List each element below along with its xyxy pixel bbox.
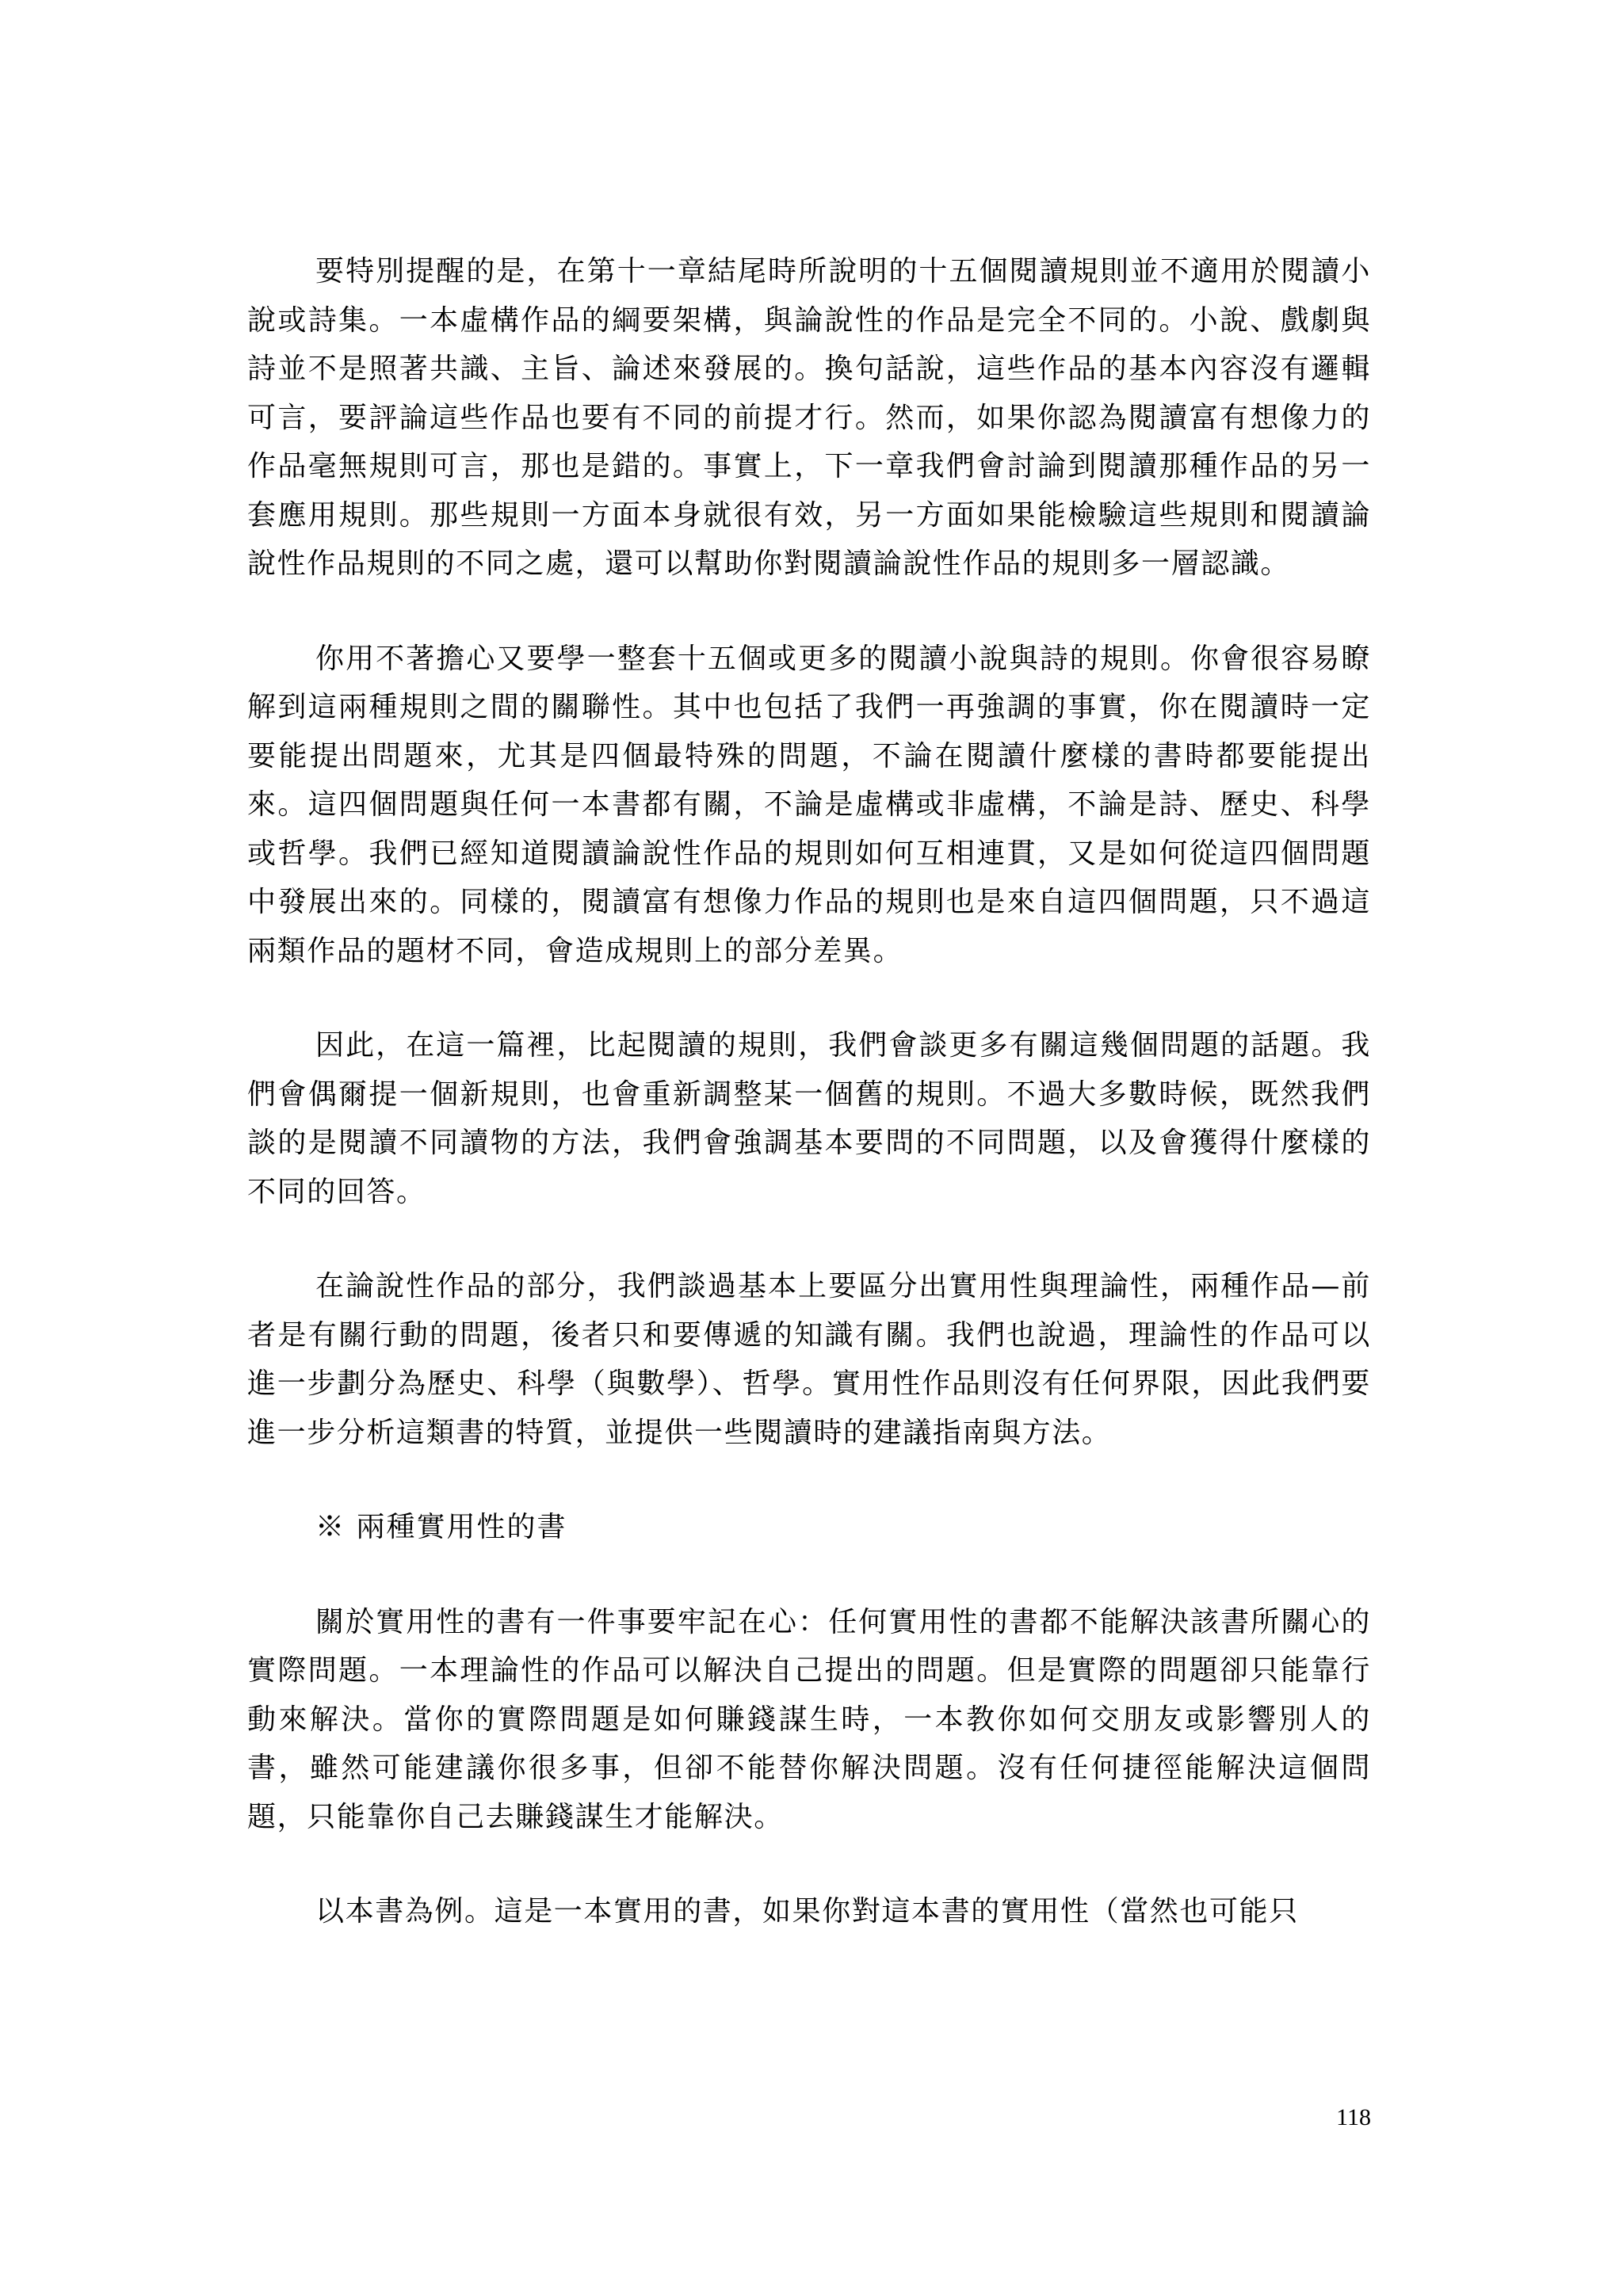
- section-heading: ※ 兩種實用性的書: [315, 1511, 567, 1543]
- paragraph-1: 要特別提醒的是，在第十一章結尾時所說明的十五個閱讀規則並不適用於閱讀小說或詩集。一本虛構作品的綱要架構，與論說性的作品是完全不同的。小說、戲劇與詩並不是照著共識、主旨、論述來發展的。換句話說，這些作品的基本內容沒有邏輯可言，要評論這些作品也要有不同的前提才行。然而，如果你認為閱讀富有想像力的作品毫無規則可言，那也是錯的。事實上，下一章我們會討論到閱讀那種作品的另一套應用規則。那些規則一方面本身就很有效，另一方面如果能檢驗這些規則和閱讀論說性作品規則的不同之處，還可以幫助你對閱讀論說性作品的規則多一層認識。: [247, 255, 1371, 580]
- paragraph-4: 在論說性作品的部分，我們談過基本上要區分出實用性與理論性，兩種作品—前者是有關行動的問題，後者只和要傳遞的知識有關。我們也說過，理論性的作品可以進一步劃分為歷史、科學（與數學）、哲學。實用性作品則沒有任何界限，因此我們要進一步分析這類書的特質，並提供一些閱讀時的建議指南與方法。: [247, 1270, 1371, 1449]
- paragraph-3: 因此，在這一篇裡，比起閱讀的規則，我們會談更多有關這幾個問題的話題。我們會偶爾提一個新規則，也會重新調整某一個舊的規則。不過大多數時候，既然我們談的是閱讀不同讀物的方法，我們會強調基本要問的不同問題，以及會獲得什麼樣的不同的回答。: [247, 1029, 1371, 1208]
- page-body: [247, 247, 1371, 1982]
- paragraph-6: 以本書為例。這是一本實用的書，如果你對這本書的實用性（當然也可能只: [315, 1895, 1299, 1928]
- paragraph-5: 關於實用性的書有一件事要牢記在心：任何實用性的書都不能解決該書所關心的實際問題。一本理論性的作品可以解決自己提出的問題。但是實際的問題卻只能靠行動來解決。當你的實際問題是如何賺錢謀生時，一本教你如何交朋友或影響別人的書，雖然可能建議你很多事，但卻不能替你解決問題。沒有任何捷徑能解決這個問題，只能靠你自己去賺錢謀生才能解決。: [247, 1605, 1371, 1833]
- paragraph-2: 你用不著擔心又要學一整套十五個或更多的閱讀小說與詩的規則。你會很容易瞭解到這兩種規則之間的關聯性。其中也包括了我們一再強調的事實，你在閱讀時一定要能提出問題來，尤其是四個最特殊的問題，不論在閱讀什麼樣的書時都要能提出來。這四個問題與任何一本書都有關，不論是虛構或非虛構，不論是詩、歷史、科學或哲學。我們已經知道閱讀論說性作品的規則如何互相連貫，又是如何從這四個問題中發展出來的。同樣的，閱讀富有想像力作品的規則也是來自這四個問題，只不過這兩類作品的題材不同，會造成規則上的部分差異。: [247, 642, 1371, 967]
- page-number: 118: [1336, 2104, 1371, 2130]
